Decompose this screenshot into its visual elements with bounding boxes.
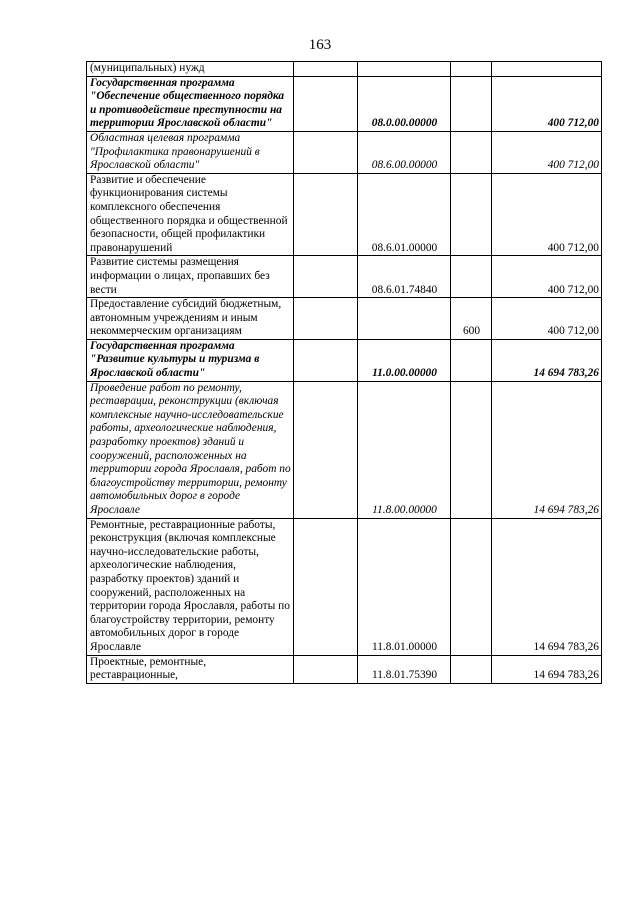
row-name: Ремонтные, реставрационные работы, реконструкция (включая комплексные научно-исследовательские работы, археологические наблюдения, разработку проектов) зданий и сооружений, расположенных на территории города Ярославля, работы по благоустройству территории, ремонту автомобильных дорог в городе Ярославле [87,518,294,655]
amount: 400 712,00 [492,173,602,256]
expense-type [451,62,492,77]
row-name: Областная целевая программа "Профилактика правонарушений в Ярославской области" [87,131,294,173]
target-code [358,298,451,340]
amount: 14 694 783,26 [492,518,602,655]
table-row [87,381,602,518]
expense-type [451,655,492,683]
empty-cell [294,256,358,298]
table-row [87,339,602,381]
page-number: 163 [308,37,332,53]
expense-type [451,76,492,131]
expense-type: 600 [451,298,492,340]
amount: 400 712,00 [492,76,602,131]
table-row [87,131,602,173]
row-name: Проектные, ремонтные, реставрационные, [87,655,294,683]
expense-type [451,173,492,256]
amount: 400 712,00 [492,256,602,298]
expense-type [451,131,492,173]
empty-cell [294,655,358,683]
empty-cell [294,339,358,381]
expense-type [451,518,492,655]
empty-cell [294,298,358,340]
row-name: (муниципальных) нужд [87,62,294,77]
expense-type [451,256,492,298]
empty-cell [294,76,358,131]
row-name: Развитие системы размещения информации о лицах, пропавших без вести [87,256,294,298]
target-code: 08.6.01.74840 [358,256,451,298]
target-code: 08.0.00.00000 [358,76,451,131]
target-code: 11.8.01.75390 [358,655,451,683]
table-row [87,655,602,683]
table-row [87,256,602,298]
amount: 14 694 783,26 [492,381,602,518]
row-name: Государственная программа "Развитие культуры и туризма в Ярославской области" [87,339,294,381]
empty-cell [294,173,358,256]
table-row [87,173,602,256]
amount: 14 694 783,26 [492,339,602,381]
amount [492,62,602,77]
target-code: 11.8.01.00000 [358,518,451,655]
amount: 14 694 783,26 [492,655,602,683]
amount: 400 712,00 [492,131,602,173]
amount: 400 712,00 [492,298,602,340]
row-name: Проведение работ по ремонту, реставрации, реконструкции (включая комплексные научно-исследовательские работы, археологические наблюдения, разработку проектов) зданий и сооружений, расположенных на территории города Ярославля, работ по благоустройству территории, ремонту автомобильных дорог в городе Ярославле [87,381,294,518]
row-name: Развитие и обеспечение функционирования системы комплексного обеспечения общественного порядка и общественной безопасности, общей профилактики правонарушений [87,173,294,256]
empty-cell [294,518,358,655]
empty-cell [294,381,358,518]
table-row [87,62,602,77]
target-code: 08.6.00.00000 [358,131,451,173]
target-code [358,62,451,77]
empty-cell [294,131,358,173]
table-row [87,298,602,340]
row-name: Предоставление субсидий бюджетным, автономным учреждениям и иным некоммерческим организациям [87,298,294,340]
target-code: 08.6.01.00000 [358,173,451,256]
expense-type [451,381,492,518]
table-row [87,76,602,131]
row-name: Государственная программа "Обеспечение общественного порядка и противодействие преступности на территории Ярославской области" [87,76,294,131]
expense-type [451,339,492,381]
target-code: 11.8.00.00000 [358,381,451,518]
target-code: 11.0.00.00000 [358,339,451,381]
table-row [87,518,602,655]
empty-cell [294,62,358,77]
budget-table [86,61,602,684]
